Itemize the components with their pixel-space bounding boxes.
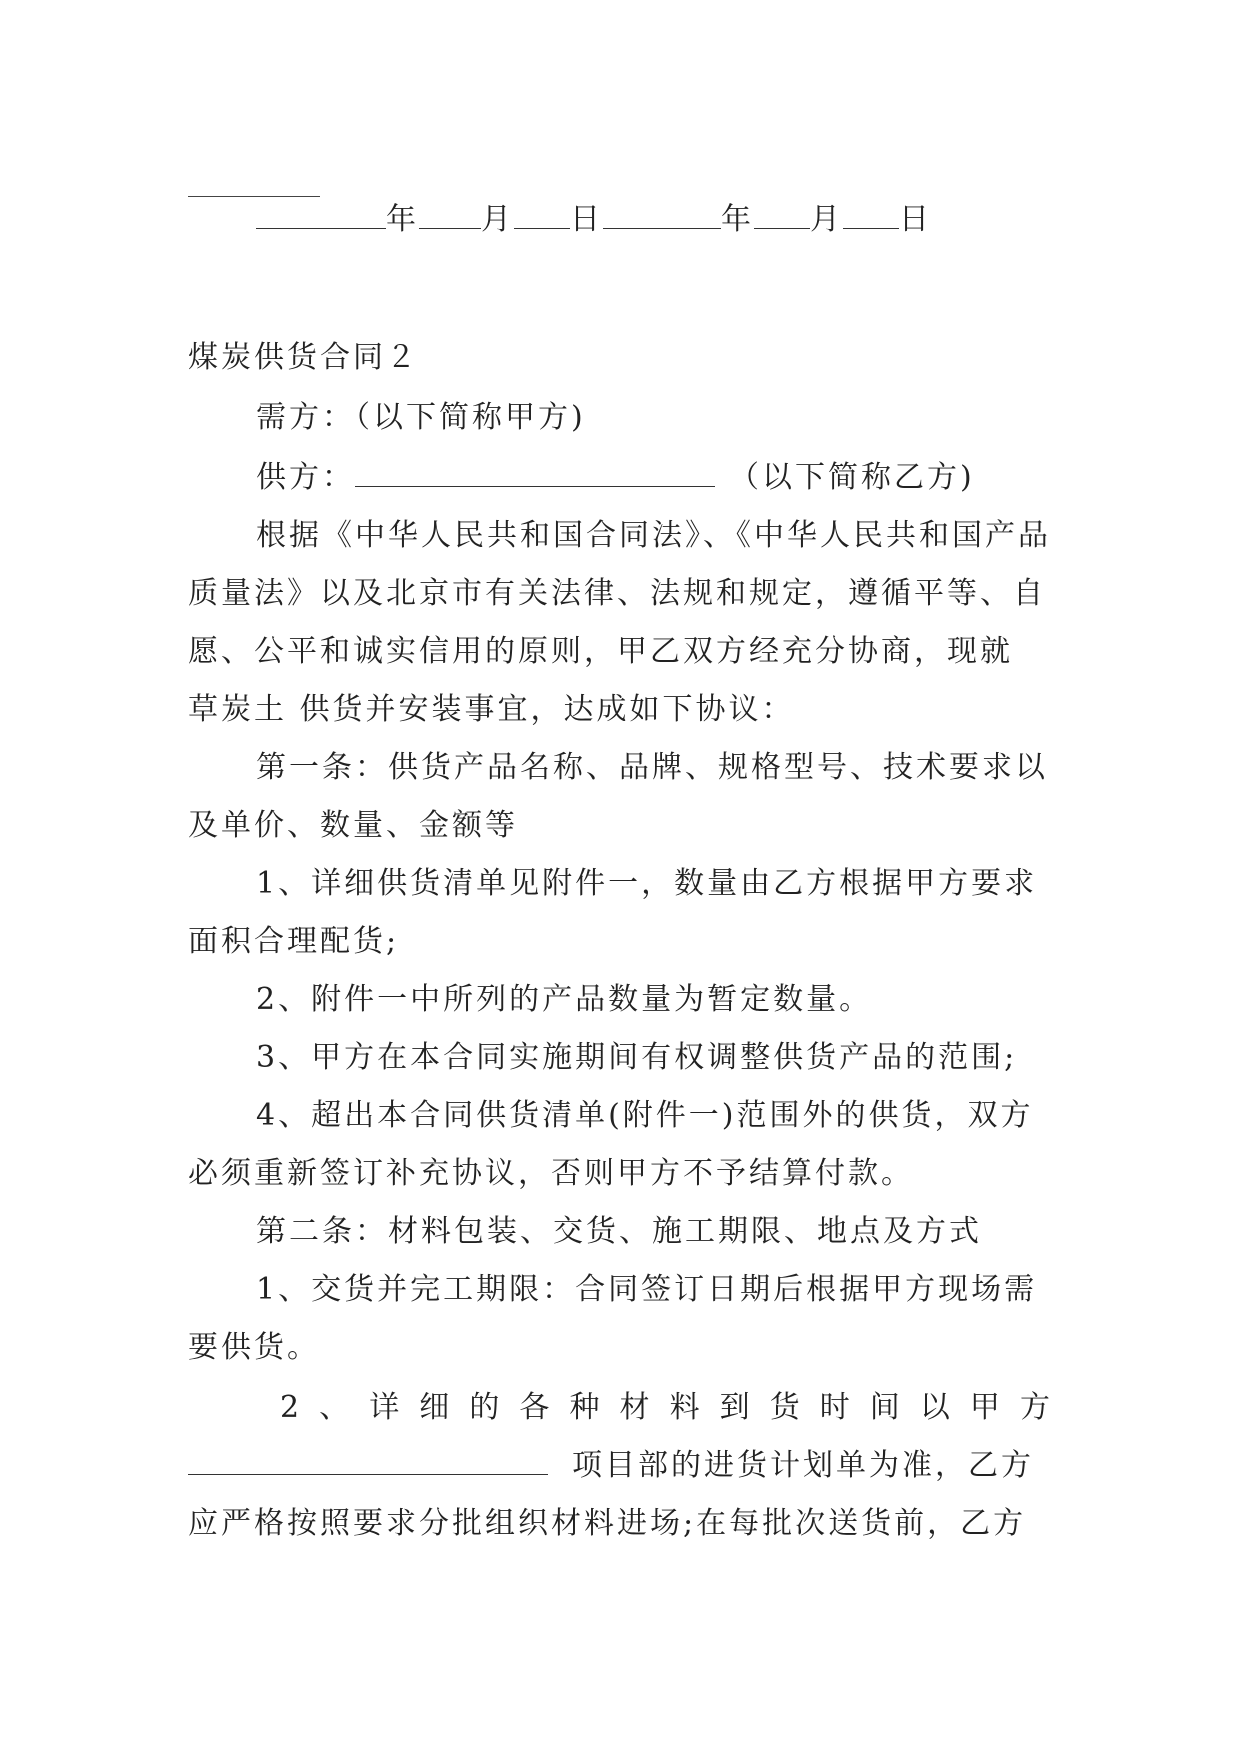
document-title: 煤炭供货合同２ — [188, 340, 419, 375]
blank-day-1 — [514, 202, 570, 229]
article-1-line-2: 及单价、数量、金额等 — [188, 808, 518, 843]
item-2-2-line-2-text: 项目部的进货计划单为准，乙方 — [572, 1448, 1034, 1483]
blank-year-2 — [603, 202, 721, 229]
article-2: 第二条：材料包装、交货、施工期限、地点及方式 — [256, 1214, 982, 1249]
item-2-2-line-1: 2、详细的各种材料到货时间以甲方 — [280, 1390, 1053, 1425]
blank-month-2 — [754, 202, 810, 229]
blank-year-1 — [256, 202, 386, 229]
party-b-blank — [355, 460, 715, 487]
item-1-4-line-1: 4、超出本合同供货清单(附件一)范围外的供货，双方 — [256, 1098, 1034, 1133]
project-name-blank — [188, 1448, 548, 1475]
blank-day-2 — [843, 202, 899, 229]
party-a-line: 需方：（以下简称甲方) — [256, 400, 586, 435]
item-2-2-line-3: 应严格按照要求分批组织材料进场;在每批次送货前，乙方 — [188, 1506, 1027, 1541]
item-2-1-line-2: 要供货。 — [188, 1330, 320, 1365]
intro-line-4: 草炭土 供货并安装事宜，达成如下协议： — [188, 692, 795, 727]
item-1-2: 2、附件一中所列的产品数量为暂定数量。 — [256, 982, 873, 1017]
day-label-1: 日 — [570, 202, 603, 237]
day-label-2: 日 — [899, 202, 932, 237]
intro-line-2: 质量法》以及北京市有关法律、法规和规定，遵循平等、自 — [188, 576, 1046, 611]
blank-month-1 — [419, 202, 481, 229]
intro-line-3: 愿、公平和诚实信用的原则，甲乙双方经充分协商，现就 — [188, 634, 1013, 669]
year-label-1: 年 — [386, 202, 419, 237]
item-1-3: 3、甲方在本合同实施期间有权调整供货产品的范围; — [256, 1040, 1018, 1075]
month-label-1: 月 — [481, 202, 514, 237]
article-1-line-1: 第一条：供货产品名称、品牌、规格型号、技术要求以 — [256, 750, 1048, 785]
month-label-2: 月 — [810, 202, 843, 237]
intro-line-1: 根据《中华人民共和国合同法》、《中华人民共和国产品 — [256, 518, 1051, 553]
item-1-1-line-2: 面积合理配货; — [188, 924, 400, 959]
item-1-1-line-1: 1、详细供货清单见附件一，数量由乙方根据甲方要求 — [256, 866, 1038, 901]
party-b-suffix: （以下简称乙方) — [729, 460, 975, 495]
year-label-2: 年 — [721, 202, 754, 237]
item-2-1-line-1: 1、交货并完工期限：合同签订日期后根据甲方现场需 — [256, 1272, 1038, 1307]
item-2-2-line-2 — [188, 1446, 1053, 1486]
party-b-line — [256, 458, 1053, 498]
party-b-label: 供方： — [256, 460, 355, 495]
date-range-line — [256, 200, 1053, 240]
item-1-4-line-2: 必须重新签订补充协议，否则甲方不予结算付款。 — [188, 1156, 914, 1191]
top-blank-rule — [188, 196, 320, 197]
